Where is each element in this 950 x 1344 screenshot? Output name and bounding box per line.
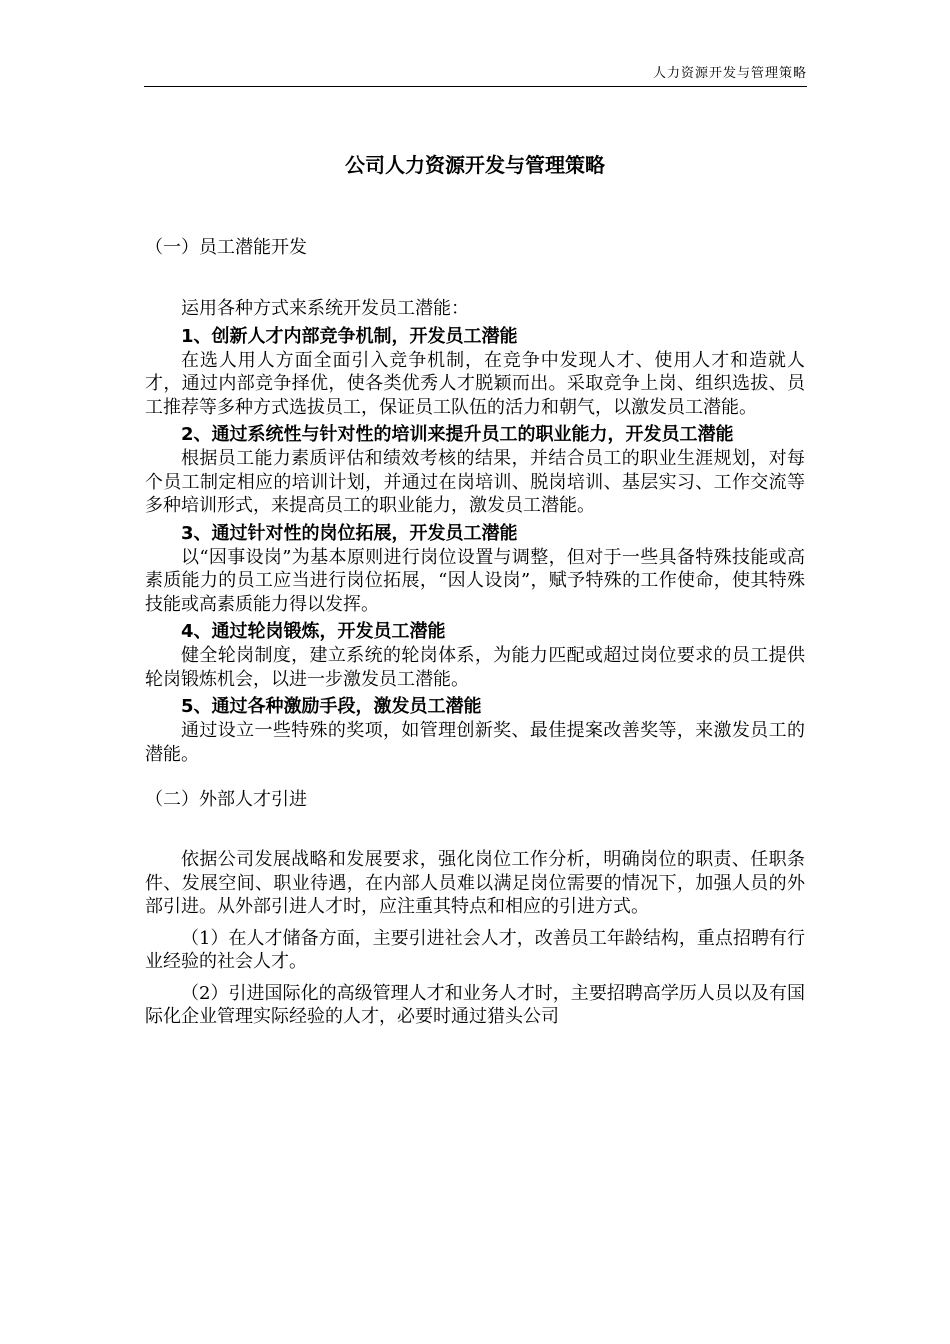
point-2: （2）引进国际化的高级管理人才和业务人才时，主要招聘高学历人员以及有国际化企业管理实际经验的人才，必要时通过猎头公司 bbox=[145, 982, 805, 1027]
document-body bbox=[145, 140, 805, 1029]
paragraph-3: 以“因事设岗”为基本原则进行岗位设置与调整，但对于一些具备特殊技能或高素质能力的员工应当进行岗位拓展，“因人设岗”，赋予特殊的工作使命，使其特殊技能或高素质能力得以发挥。 bbox=[145, 546, 805, 615]
subheading-3: 3、通过针对性的岗位拓展，开发员工潜能 bbox=[181, 522, 518, 544]
section-2-intro: 依据公司发展战略和发展要求，强化岗位工作分析，明确岗位的职责、任职条件、发展空间、职业待遇，在内部人员难以满足岗位需要的情况下，加强人员的外部引进。从外部引进人才时，应注重其特点和相应的引进方式。 bbox=[145, 849, 805, 917]
section-1-intro: 运用各种方式来系统开发员工潜能： bbox=[181, 298, 469, 319]
subheading-2: 2、通过系统性与针对性的培训来提升员工的职业能力，开发员工潜能 bbox=[181, 424, 734, 445]
paragraph-4: 健全轮岗制度，建立系统的轮岗体系，为能力匹配或超过岗位要求的员工提供轮岗锻炼机会，以进一步激发员工潜能。 bbox=[145, 645, 805, 690]
subheading-1: 1、创新人才内部竞争机制，开发员工潜能 bbox=[181, 325, 518, 347]
point-1: （1）在人才储备方面，主要引进社会人才，改善员工年龄结构，重点招聘有行业经验的社会人才。 bbox=[145, 927, 805, 972]
running-header: 人力资源开发与管理策略 bbox=[652, 66, 807, 81]
paragraph-2: 根据员工能力素质评估和绩效考核的结果，并结合员工的职业生涯规划，对每个员工制定相应的培训计划，并通过在岗培训、脱岗培训、基层实习、工作交流等多种培训形式，来提高员工的职业能力，激发员工潜能。 bbox=[145, 448, 805, 516]
subheading-5: 5、通过各种激励手段，激发员工潜能 bbox=[181, 696, 482, 717]
section-heading-1: （一）员工潜能开发 bbox=[145, 237, 307, 258]
document-title: 公司人力资源开发与管理策略 bbox=[345, 153, 605, 177]
subheading-4: 4、通过轮岗锻炼，开发员工潜能 bbox=[181, 621, 446, 642]
paragraph-1: 在选人用人方面全面引入竞争机制，在竞争中发现人才、使用人才和造就人才，通过内部竞争择优，使各类优秀人才脱颖而出。采取竞争上岗、组织选拔、员工推荐等多种方式选拔员工，保证员工队伍的活力和朝气，以激发员工潜能。 bbox=[145, 349, 805, 418]
header-rule bbox=[144, 86, 807, 87]
section-heading-2: （二）外部人才引进 bbox=[145, 789, 307, 810]
paragraph-5: 通过设立一些特殊的奖项，如管理创新奖、最佳提案改善奖等，来激发员工的潜能。 bbox=[145, 720, 805, 765]
